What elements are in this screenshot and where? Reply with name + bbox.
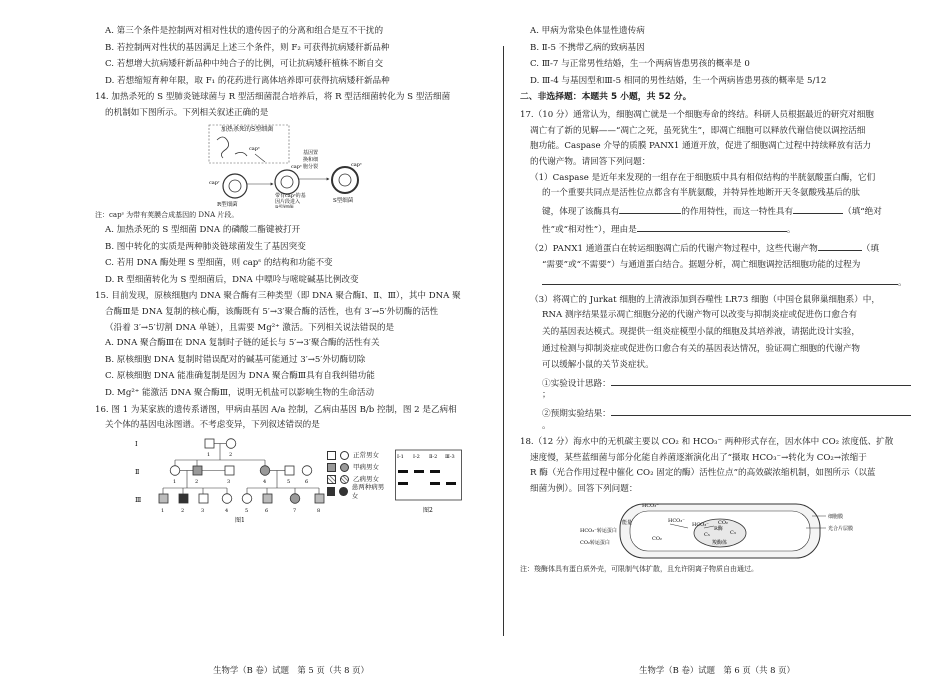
blank-q17-2b[interactable]: [542, 276, 898, 285]
q14-option-b: B. 图中转化的实质是两种肺炎链球菌发生了基因突变: [105, 241, 306, 252]
svg-text:HCO₃⁻: HCO₃⁻: [642, 502, 659, 509]
q15-stem-line2: 合酶Ⅲ是 DNA 复制的核心酶，该酶既有 5′→3′聚合酶的活性，也有 3′→5′外切酶的活性: [105, 306, 439, 317]
svg-text:8: 8: [317, 507, 321, 514]
q14-top-right-3: 胞分裂: [303, 163, 319, 170]
q14-mid-label-3: R型细菌: [275, 204, 294, 208]
q13-options: [95, 26, 487, 87]
svg-text:Ⅰ-2: Ⅰ-2: [413, 453, 420, 460]
svg-text:CO₂: CO₂: [718, 519, 728, 526]
q18-stem-2: 速度慢，某些蓝细菌与部分化能自养菌逐渐演化出了“摄取 HCO₃⁻→转化为 CO₂→浓缩于: [530, 452, 867, 463]
carbon-concentrating-diagram: [580, 500, 870, 562]
q14-cap-mid: capˢ: [291, 163, 302, 170]
blank-q17-3a[interactable]: [611, 377, 911, 386]
q15-option-c: C. 原核细胞 DNA 能准确复制是因为 DNA 聚合酶Ⅲ具有自我纠错功能: [105, 371, 375, 382]
q16-option-b: B. Ⅱ-5 不携带乙病的致病基因: [530, 42, 645, 53]
gel-caption: 图2: [423, 506, 433, 514]
q13-option-d: D. 若想缩短育种年限，取 F₁ 的花药进行离体培养即可获得抗病矮秆新品种: [105, 75, 390, 86]
q17-3-line5: 可以缓解小鼠的关节炎症状。: [542, 360, 654, 371]
svg-text:5: 5: [287, 478, 291, 485]
q14-cap-r: capʳ: [209, 179, 220, 186]
right-footer: 生物学（B 卷）试题 第 6 页（共 8 页）: [639, 664, 795, 675]
page-divider: [503, 46, 504, 636]
svg-text:6: 6: [305, 478, 309, 485]
q18-stem-1: 18.（12 分）海水中的无机碳主要以 CO₂ 和 HCO₃⁻ 两种形式存在，因水体中 CO₂ 浓度低、扩散: [520, 437, 894, 448]
svg-text:5: 5: [245, 507, 249, 514]
q14-option-c: C. 若用 DNA 酶处理 S 型细菌，则 capˢ 的结构和功能不变: [105, 258, 333, 269]
q17-2-line1: （2）PANX1 通道蛋白在转运细胞凋亡后的代谢产物过程中，这些代谢产物 （填: [530, 244, 879, 254]
q14-transformation-diagram: [195, 124, 445, 208]
gen-label-2: Ⅱ: [135, 467, 140, 476]
gel-band: [430, 470, 440, 473]
q15-option-a: A. DNA 聚合酶Ⅲ在 DNA 复制时子链的延长与 5′→3′聚合酶的活性有关: [105, 338, 380, 349]
svg-text:4: 4: [263, 478, 267, 485]
q16-option-c: C. Ⅲ-7 与正常男性结婚，生一个两病皆患男孩的概率是 0: [530, 59, 750, 70]
q13-option-a: A. 第三个条件是控制两对相对性状的遗传因子的分离和组合是互不干扰的: [105, 26, 384, 36]
svg-text:3: 3: [227, 478, 231, 485]
svg-text:7: 7: [293, 507, 297, 514]
q14-cap-left: capˢ: [249, 145, 260, 152]
q18-note: 注：羧酶体具有蛋白质外壳，可限制气体扩散，且允许阴离子物质自由通过。: [520, 564, 758, 573]
legend-disease-a: 甲病男女: [327, 462, 387, 474]
svg-text:C₃: C₃: [730, 529, 736, 536]
svg-text:Ⅲ-3: Ⅲ-3: [445, 453, 455, 460]
svg-text:2: 2: [181, 507, 185, 514]
gen-label-1: Ⅰ: [135, 439, 138, 448]
q18-figure: [580, 500, 870, 562]
svg-text:C₅: C₅: [704, 531, 710, 538]
svg-text:HCO₃⁻转运蛋白: HCO₃⁻转运蛋白: [580, 527, 617, 534]
svg-text:Ⅱ-2: Ⅱ-2: [429, 453, 438, 460]
svg-text:2: 2: [195, 478, 199, 485]
svg-text:羧酶体: 羧酶体: [712, 539, 728, 546]
q13-option-c: C. 若想增大抗病矮秆新品种中纯合子的比例，可让抗病矮秆植株不断自交: [105, 59, 384, 70]
svg-text:1: 1: [161, 507, 165, 514]
q14-mid-label-2: 因片段进入: [275, 198, 301, 205]
q17-3-line2: RNA 测序结果显示凋亡细胞分泌的代谢产物可以改变与抑制炎症或促进伤口愈合有: [542, 310, 858, 321]
svg-text:CO₂: CO₂: [652, 535, 662, 542]
q14-top-right-1: 基因置: [303, 149, 319, 156]
blank-q17-1c[interactable]: [637, 223, 787, 232]
q16-option-a: A. 甲病为常染色体显性遗传病: [530, 26, 645, 36]
blank-q17-3b[interactable]: [611, 407, 911, 416]
q15-option-d: D. Mg²⁺ 能激活 DNA 聚合酶Ⅲ，说明无机盐可以影响生物的生命活动: [105, 387, 375, 398]
q17-3a: ①实验设计思路：；: [520, 377, 914, 402]
right-page: [520, 0, 914, 688]
left-footer: 生物学（B 卷）试题 第 5 页（共 8 页）: [213, 664, 369, 675]
svg-text:6: 6: [265, 507, 269, 514]
legend-both: 患两种病男女: [327, 486, 387, 498]
svg-text:3: 3: [201, 507, 205, 514]
gel-band: [446, 482, 456, 485]
q14-figure: [195, 124, 445, 208]
q17-stem-1: 17.（10 分）通常认为，细胞凋亡就是一个细胞寿命的终结。科研人员根据最近的研究对细胞: [520, 110, 874, 121]
pedigree-caption: 图1: [235, 516, 245, 524]
svg-text:HCO₃⁻: HCO₃⁻: [692, 521, 709, 528]
q17-1-line1: （1）Caspase 是近年来发现的一组存在于细胞质中具有相似结构的半胱氨酸蛋白酶，它们: [530, 172, 876, 183]
q14-option-d: D. R 型细菌转化为 S 型细菌后，DNA 中嘌呤与嘧啶碱基比例改变: [105, 274, 359, 285]
q14-note: 注：capˢ 为带有荚膜合成基因的 DNA 片段。: [95, 210, 239, 219]
q15-stem-line3: （沿着 3′→5′切割 DNA 单链），且需要 Mg²⁺ 激活。下列相关说法错误的是: [105, 322, 395, 333]
q17-stem-2: 凋亡有了新的见解——“凋亡之死，虽死犹生”，即凋亡细胞可以释放代谢信使以调控活细: [530, 125, 866, 136]
gel-band: [398, 470, 408, 473]
q14-option-a: A. 加热杀死的 S 型细菌 DNA 的磷酸二酯键被打开: [105, 225, 301, 235]
q14-stem-line2: 的机制如下图所示。下列相关叙述正确的是: [105, 107, 269, 118]
q14-label-s: S型细菌: [333, 197, 354, 204]
q18-stem-4: 细菌为例）。回答下列问题：: [530, 483, 638, 494]
svg-text:HCO₃⁻: HCO₃⁻: [668, 517, 685, 524]
svg-text:1: 1: [173, 478, 177, 485]
blank-q17-2a[interactable]: [818, 242, 862, 251]
q14-stem-line1: 14. 加热杀死的 S 型肺炎链球菌与 R 型活细菌混合培养后，将 R 型活细菌转化为 S 型活细菌: [95, 92, 451, 103]
q17-3-line1: （3）将凋亡的 Jurkat 细胞的上清液添加到吞噬性 LR73 细胞（中国仓鼠卵巢细胞系）中，: [530, 294, 880, 305]
q17-stem-4: 的代谢产物。请回答下列问题：: [530, 157, 651, 168]
q14-top-right-2: 换和细: [303, 156, 319, 163]
svg-text:CO₂转运蛋白: CO₂转运蛋白: [580, 539, 610, 546]
left-page: [95, 0, 487, 688]
q17-1-line3: 键，体现了该酶具有 的作用特性，而这一特性具有 （填“绝对: [542, 206, 882, 217]
pedigree-legend: [327, 450, 387, 498]
svg-text:2: 2: [229, 451, 233, 458]
svg-text:1: 1: [207, 451, 211, 458]
gel-band: [430, 482, 440, 485]
q18-stem-3: R 酶（光合作用过程中催化 CO₂ 固定的酶）活性位点”的高效碳浓缩机制，如图所示（以蓝: [530, 468, 876, 479]
q14-cap-right: capˢ: [351, 161, 362, 168]
q14-top-label: 加热杀死的S型细菌: [221, 125, 274, 133]
legend-disease-b: 乙病男女: [327, 474, 387, 486]
q17-2-line3: 。: [520, 276, 914, 290]
q14-label-r: R型细菌: [217, 201, 238, 208]
q16-option-d: D. Ⅲ-4 与基因型和Ⅲ-5 相同的男性结婚，生一个两病皆患男孩的概率是 5/12: [530, 75, 827, 86]
gel-band: [414, 470, 424, 473]
q17-1-line2: 的一个重要共同点是活性位点都含有半胱氨酸，并特异性地断开天冬氨酸残基后的肽: [542, 188, 860, 199]
svg-text:光合片层膜: 光合片层膜: [828, 525, 854, 532]
blank-q17-1b[interactable]: [793, 205, 843, 214]
q15-option-b: B. 原核细胞 DNA 复制时错误配对的碱基可能通过 3′→5′外切酶切除: [105, 354, 366, 365]
q17-3-line4: 通过检测与抑制炎症或促进伤口愈合有关的基因表达情况，验证凋亡细胞的代谢产物: [542, 343, 860, 354]
gen-label-3: Ⅲ: [135, 495, 142, 504]
q15-stem-line1: 15. 目前发现，原核细胞内 DNA 聚合酶有三种类型（即 DNA 聚合酶Ⅰ、Ⅱ、Ⅲ），其中 DNA 聚: [95, 291, 461, 302]
blank-q17-1a[interactable]: [619, 205, 681, 214]
q17-3-line3: 关的基因表达模式。现提供一组炎症模型小鼠的细胞及其培养液，请据此设计实验，: [542, 326, 860, 337]
q16-figures: [135, 436, 465, 524]
section-2-title: 二、非选择题：本题共 5 小题，共 52 分。: [520, 92, 692, 103]
svg-text:能量: 能量: [622, 519, 633, 526]
q17-3b: ②预期实验结果：。: [520, 407, 914, 432]
svg-text:Ⅰ-1: Ⅰ-1: [397, 453, 404, 460]
legend-normal: 正常男女: [327, 450, 387, 462]
svg-text:4: 4: [225, 507, 229, 514]
q17-1-line4: 性”或“相对性”），理由是 。: [542, 225, 796, 236]
q13-option-b: B. 若控制两对性状的基因满足上述三个条件，则 F₂ 可获得抗病矮秆新品种: [105, 42, 390, 53]
gel-electrophoresis: [395, 436, 463, 524]
q16-stem-line2: 关个体的基因电泳图谱。不考虑变异，下列叙述错误的是: [105, 420, 320, 431]
q17-2-line2: “需要”或“不需要”）与通道蛋白结合。据题分析，凋亡细胞调控活细胞功能的过程为: [542, 259, 861, 270]
gel-band: [398, 482, 408, 485]
q17-stem-3: 胞功能。Caspase 介导的质膜 PANX1 通道开放，促进了细胞凋亡过程中持续释放有活力: [530, 141, 872, 152]
svg-text:细胞膜: 细胞膜: [828, 513, 844, 520]
q14-mid-label-1: 带有capˢ的基: [275, 192, 306, 199]
q16-stem-line1: 16. 图 1 为某家族的遗传系谱图，甲病由基因 A/a 控制，乙病由基因 B/b 控制，图 2 是乙病相: [95, 404, 457, 415]
svg-text:R酶: R酶: [714, 525, 723, 532]
